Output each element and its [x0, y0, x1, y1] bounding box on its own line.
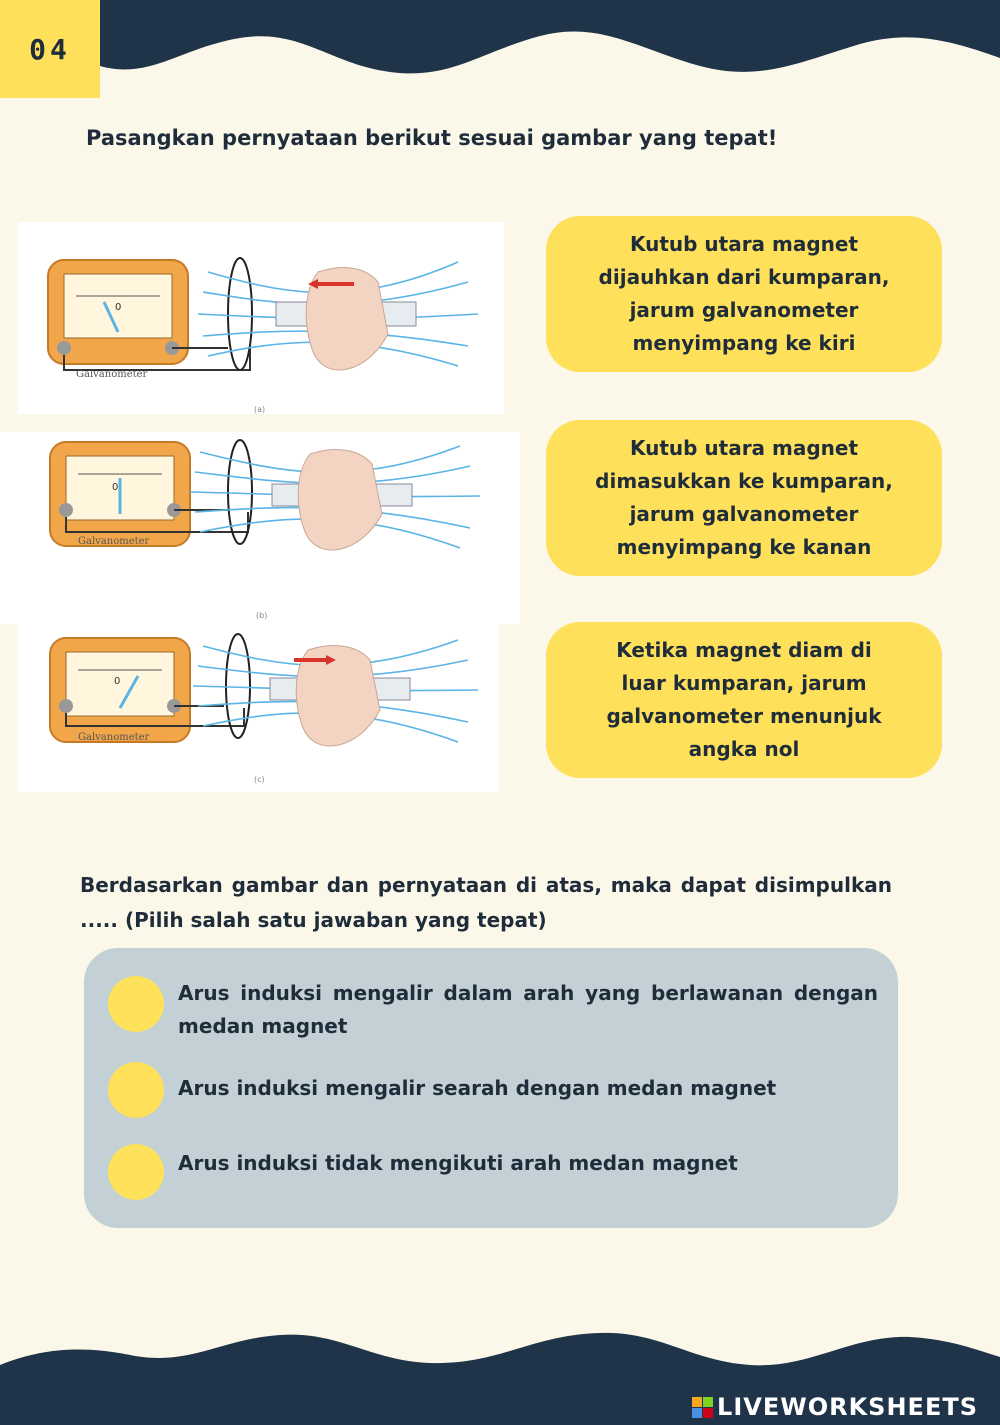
figure-a — [18, 222, 504, 414]
liveworksheets-logo-icon — [692, 1397, 713, 1418]
coil — [228, 440, 252, 544]
radio-button-3[interactable] — [108, 1144, 164, 1200]
option-2[interactable] — [108, 1062, 878, 1118]
page-number: 04 — [0, 0, 100, 98]
hand — [298, 449, 382, 550]
svg-text:0: 0 — [115, 302, 122, 313]
options-panel — [84, 948, 898, 1228]
svg-text:Galvanometer: Galvanometer — [78, 732, 150, 743]
top-wave-decoration — [0, 0, 1000, 110]
statement-card-1[interactable]: Kutub utara magnet dijauhkan dari kumparan, jarum galvanometer menyimpang ke kiri — [546, 216, 942, 372]
statement-card-3[interactable]: Ketika magnet diam di luar kumparan, jarum galvanometer menunjuk angka nol — [546, 622, 942, 778]
radio-button-1[interactable] — [108, 976, 164, 1032]
figure-caption: (a) — [254, 405, 266, 414]
svg-text:Galvanometer: Galvanometer — [78, 536, 150, 547]
instruction-heading: Pasangkan pernyataan berikut sesuai gambar yang tepat! — [86, 126, 778, 150]
galvanometer — [48, 260, 250, 380]
svg-text:0: 0 — [114, 676, 121, 687]
svg-text:0: 0 — [112, 482, 119, 493]
figure-caption: (b) — [256, 611, 268, 620]
option-2-text: Arus induksi mengalir searah dengan medan magnet — [178, 1076, 777, 1100]
radio-button-2[interactable] — [108, 1062, 164, 1118]
figure-b — [0, 432, 520, 624]
option-3[interactable] — [108, 1144, 878, 1200]
galvanometer — [50, 442, 248, 547]
question-text: Berdasarkan gambar dan pernyataan di atas, maka dapat disimpulkan ..... (Pilih salah satu jawaban yang tepat) — [80, 873, 892, 932]
statement-card-2[interactable]: Kutub utara magnet dimasukkan ke kumparan, jarum galvanometer menyimpang ke kanan — [546, 420, 942, 576]
option-3-text: Arus induksi tidak mengikuti arah medan magnet — [178, 1151, 738, 1175]
figure-caption: (c) — [254, 775, 265, 784]
option-1[interactable] — [108, 976, 878, 1043]
coil — [226, 634, 250, 738]
figure-c — [18, 622, 498, 792]
coil — [228, 258, 252, 370]
liveworksheets-watermark: LIVEWORKSHEETS — [692, 1393, 978, 1421]
option-1-text: Arus induksi mengalir dalam arah yang berlawanan dengan medan magnet — [178, 981, 878, 1038]
galvanometer — [50, 638, 244, 743]
svg-text:Galvanometer: Galvanometer — [76, 369, 148, 380]
